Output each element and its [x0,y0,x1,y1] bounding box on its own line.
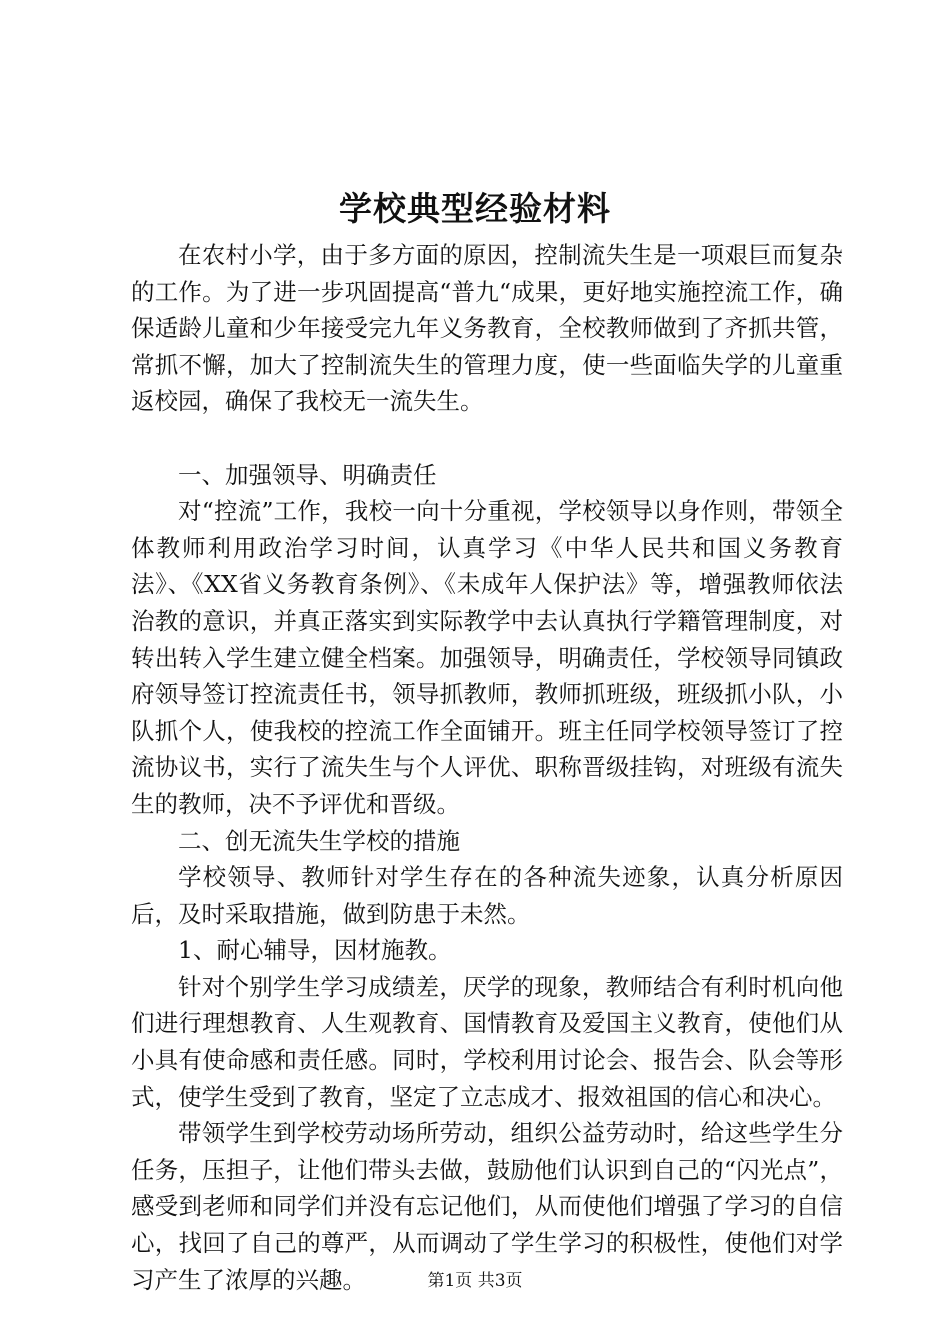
subsection-1-paragraph-2: 带领学生到学校劳动场所劳动，组织公益劳动时，给这些学生分任务，压担子，让他们带头去做，鼓励他们认识到自己的“闪光点”，感受到老师和同学们并没有忘记他们，从而使他们增强了学习的自信心，找回了自己的尊严，从而调动了学生学习的积极性，使他们对学习产生了浓厚的兴趣。 [131,1119,843,1294]
document-body [131,237,843,1298]
document-title: 学校典型经验材料 [339,189,611,228]
section-1-paragraph: 对“控流”工作，我校一向十分重视，学校领导以身作则，带领全体教师利用政治学习时间，认真学习《中华人民共和国义务教育法》、《XX省义务教育条例》、《未成年人保护法》等，增强教师依法治教的意识，并真正落实到实际教学中去认真执行学籍管理制度，对转出转入学生建立健全档案。加强领导，明确责任，学校领导同镇政府领导签订控流责任书，领导抓教师，教师抓班级，班级抓小队，小队抓个人，使我校的控流工作全面铺开。班主任同学校领导签订了控流协议书，实行了流失生与个人评优、职称晋级挂钩，对班级有流失生的教师，决不予评优和晋级。 [131,497,843,818]
section-2-intro-paragraph: 学校领导、教师针对学生存在的各种流失迹象，认真分析原因后，及时采取措施，做到防患于未然。 [131,863,843,928]
subsection-heading-1: 1、耐心辅导，因材施教。 [178,936,452,965]
section-heading-2: 二、创无流失生学校的措施 [178,826,460,855]
intro-paragraph: 在农村小学，由于多方面的原因，控制流失生是一项艰巨而复杂的工作。为了进一步巩固提高“普九“成果，更好地实施控流工作，确保适龄儿童和少年接受完九年义务教育，全校教师做到了齐抓共管，常抓不懈，加大了控制流失生的管理力度，使一些面临失学的儿童重返校园，确保了我校无一流失生。 [131,241,843,416]
subsection-1-paragraph: 针对个别学生学习成绩差，厌学的现象，教师结合有利时机向他们进行理想教育、人生观教育、国情教育及爱国主义教育，使他们从小具有使命感和责任感。同时，学校利用讨论会、报告会、队会等形式，使学生受到了教育，坚定了立志成才、报效祖国的信心和决心。 [131,972,843,1111]
page-footer: 第1页 共3页 [427,1271,523,1291]
paragraph-spacer [131,420,843,457]
section-heading-1: 一、加强领导、明确责任 [178,460,437,489]
